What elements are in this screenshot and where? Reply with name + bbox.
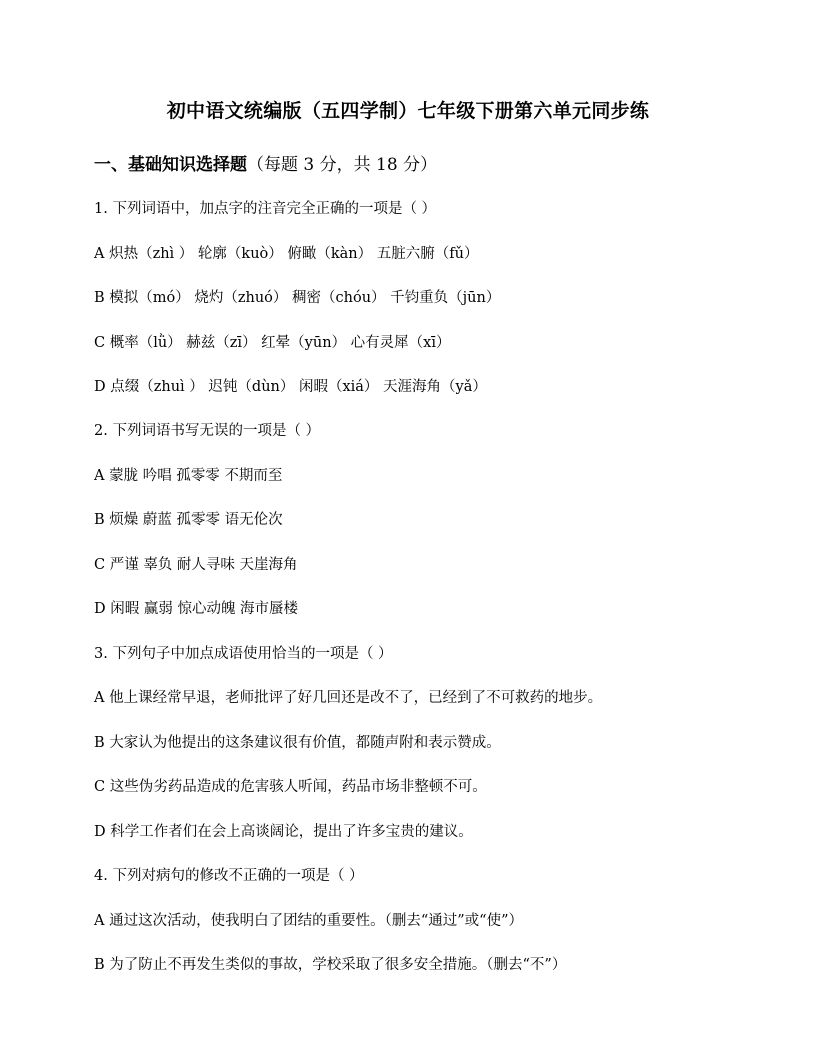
question-4-option-a: A 通过这次活动，使我明白了团结的重要性。（删去“通过”或“使”）: [94, 913, 523, 929]
question-3-option-d: D 科学工作者们在会上高谈阔论，提出了许多宝贵的建议。: [94, 824, 473, 840]
question-1-stem: 1. 下列词语中，加点字的注音完全正确的一项是（ ）: [94, 201, 437, 217]
question-2-option-a: A 蒙胧 吟唱 孤零零 不期而至: [94, 468, 283, 484]
question-1-option-d: D 点缀（zhuì ） 迟钝（dùn） 闲暇（xiá） 天涯海角（yǎ）: [94, 379, 487, 395]
question-2-option-d: D 闲暇 赢弱 惊心动魄 海市蜃楼: [94, 601, 299, 617]
question-3-option-a: A 他上课经常早退，老师批评了好几回还是改不了，已经到了不可救药的地步。: [94, 690, 603, 706]
question-2-stem: 2. 下列词语书写无误的一项是（ ）: [94, 423, 321, 439]
section-heading-note: （每题 3 分，共 18 分）: [247, 155, 438, 175]
document-title: 初中语文统编版（五四学制）七年级下册第六单元同步练: [166, 100, 650, 122]
question-1-option-c: C 概率（lǜ） 赫兹（zī） 红晕（yūn） 心有灵犀（xī）: [94, 335, 451, 351]
question-2-option-b: B 烦燥 蔚蓝 孤零零 语无伦次: [94, 512, 283, 528]
question-4-stem: 4. 下列对病句的修改不正确的一项是（ ）: [94, 868, 364, 884]
question-3-option-c: C 这些伪劣药品造成的危害骇人听闻，药品市场非整顿不可。: [94, 779, 487, 795]
question-4-option-b: B 为了防止不再发生类似的事故，学校采取了很多安全措施。（删去“不”）: [94, 957, 567, 973]
section-heading: [94, 150, 437, 175]
question-1-option-a: A 炽热（zhì ） 轮廓（kuò） 俯瞰（kàn） 五脏六腑（fǔ）: [94, 246, 479, 262]
section-heading-label: 一、基础知识选择题: [94, 155, 247, 175]
question-2-option-c: C 严谨 辜负 耐人寻味 天崖海角: [94, 557, 298, 573]
question-3-option-b: B 大家认为他提出的这条建议很有价值，都随声附和表示赞成。: [94, 735, 501, 751]
question-3-stem: 3. 下列句子中加点成语使用恰当的一项是（ ）: [94, 646, 393, 662]
question-1-option-b: B 模拟（mó） 烧灼（zhuó） 稠密（chóu） 千钧重负（jūn）: [94, 290, 501, 306]
